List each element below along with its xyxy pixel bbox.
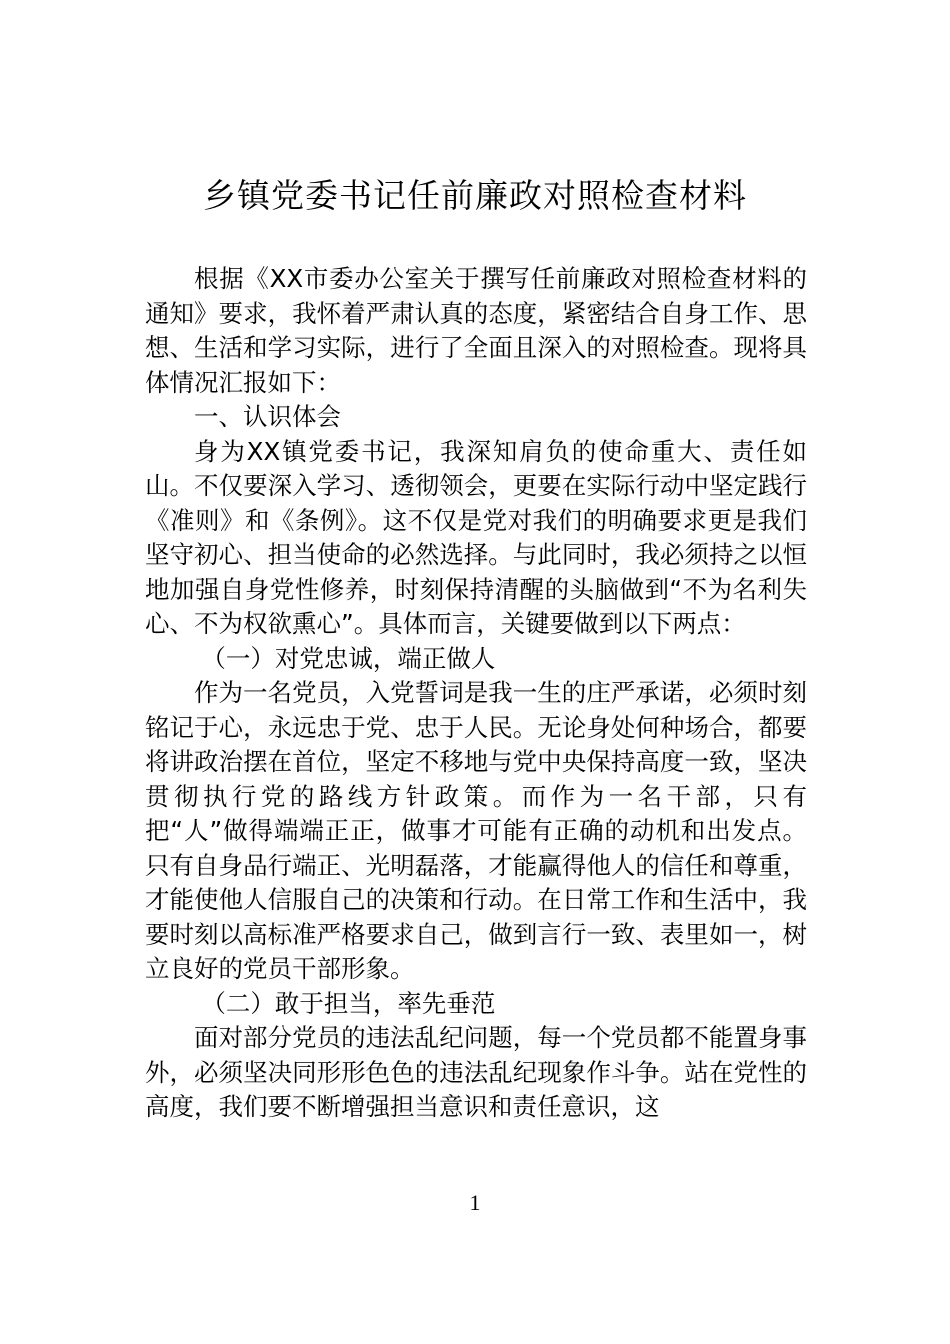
body-paragraph: 面对部分党员的违法乱纪问题，每一个党员都不能置身事外，必须坚决同形形色色的违法乱纪现象作斗争。站在党性的高度，我们要不断增强担当意识和责任意识，这: [145, 1023, 807, 1121]
subsection-heading-2: （二）敢于担当，率先垂范: [201, 988, 496, 1018]
document-title: 乡镇党委书记任前廉政对照检查材料: [203, 176, 747, 215]
body-paragraph: 身为XX镇党委书记，我深知肩负的使命重大、责任如山。不仅要深入学习、透彻领会，更要在实际行动中坚定践行《准则》和《条例》。这不仅是党对我们的明确要求更是我们坚守初心、担当使命的必然选择。与此同时，我必须持之以恒地加强自身党性修养，时刻保持清醒的头脑做到“不为名利失心、不为权欲熏心”。具体而言，关键要做到以下两点：: [145, 436, 807, 638]
body-paragraph: 作为一名党员，入党誓词是我一生的庄严承诺，必须时刻铭记于心，永远忠于党、忠于人民。无论身处何种场合，都要将讲政治摆在首位，坚定不移地与党中央保持高度一致，坚决贯彻执行党的路线方针政策。而作为一名干部，只有把“人”做得端端正正，做事才可能有正确的动机和出发点。只有自身品行端正、光明磊落，才能赢得他人的信任和尊重，才能使他人信服自己的决策和行动。在日常工作和生活中，我要时刻以高标准严格要求自己，做到言行一致、表里如一，树立良好的党员干部形象。: [145, 678, 807, 983]
intro-paragraph: 根据《XX市委办公室关于撰写任前廉政对照检查材料的通知》要求，我怀着严肃认真的态度，紧密结合自身工作、思想、生活和学习实际，进行了全面且深入的对照检查。现将具体情况汇报如下：: [145, 264, 807, 397]
subsection-heading-1: （一）对党忠诚，端正做人: [201, 643, 496, 673]
page-number: 1: [469, 1190, 481, 1215]
document-body: [145, 262, 807, 1125]
section-heading-1: 一、认识体会: [194, 402, 341, 431]
